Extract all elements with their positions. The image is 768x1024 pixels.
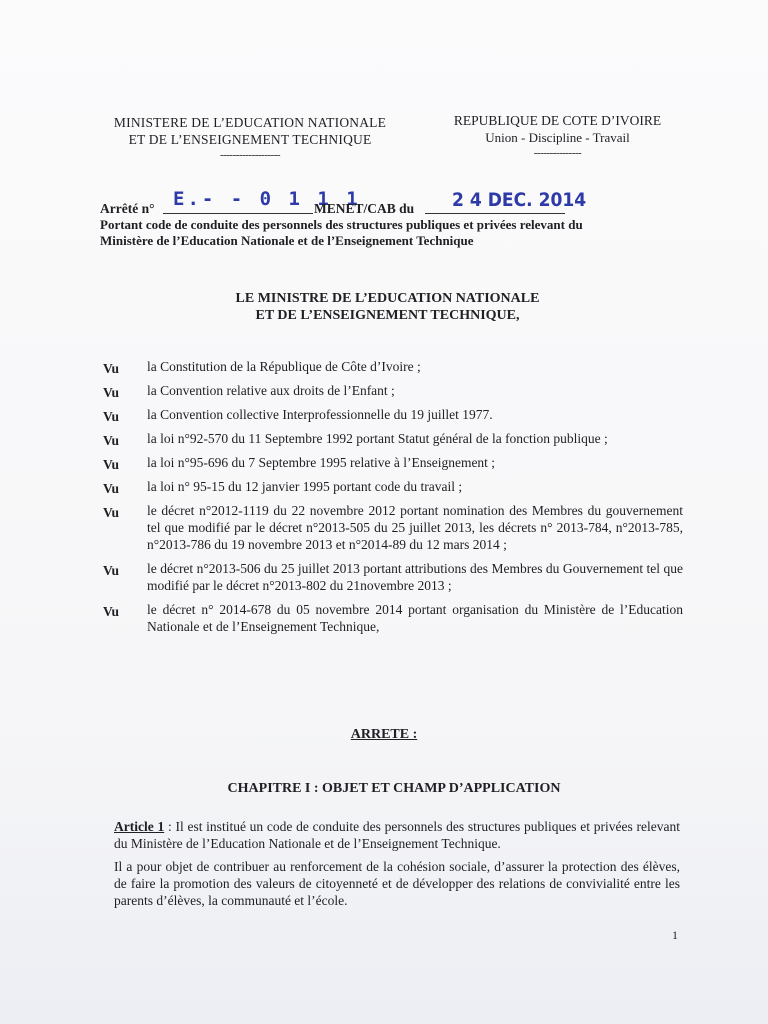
stamped-decree-number: E.- - 0 1 1 1	[173, 188, 361, 210]
minister-title	[100, 290, 675, 324]
page-number: 1	[672, 928, 678, 942]
article-1-label: Article 1	[114, 819, 165, 834]
minister-title-line1: LE MINISTRE DE L’EDUCATION NATIONALE	[235, 291, 540, 306]
ministry-name-line2: ET DE L’ENSEIGNEMENT TECHNIQUE	[128, 132, 372, 147]
article-1	[114, 818, 680, 852]
visa-item	[103, 406, 683, 423]
visa-label: Vu	[103, 457, 120, 472]
republic-separator: ---------------	[533, 147, 582, 159]
decree-subject-line2: Ministère de l’Education Nationale et de l’Enseignement Technique	[100, 233, 474, 248]
decree-reference: MENET/CAB du	[314, 201, 415, 216]
minister-title-line2: ET DE L’ENSEIGNEMENT TECHNIQUE,	[255, 308, 520, 323]
chapter-heading: CHAPITRE I : OBJET ET CHAMP D’APPLICATION	[227, 781, 561, 796]
visa-label: Vu	[103, 361, 120, 376]
visa-item	[103, 358, 683, 375]
visa-label: Vu	[103, 505, 120, 520]
visa-text: le décret n°2013-506 du 25 juillet 2013 portant attributions des Membres du Gouvernement tel que modifié par le décret n°2013-802 du 21novembre 2013 ;	[147, 561, 683, 593]
visa-text: le décret n° 2014-678 du 05 novembre 2014 portant organisation du Ministère de l’Education Nationale et de l’Enseignement Technique,	[147, 602, 683, 634]
decree-prefix: Arrêté n°	[100, 201, 155, 216]
visa-list	[103, 358, 683, 635]
decree-subject	[100, 217, 690, 249]
visa-item	[103, 560, 683, 594]
visa-text: la loi n°92-570 du 11 Septembre 1992 portant Statut général de la fonction publique ;	[147, 431, 608, 446]
visa-item	[103, 502, 683, 553]
visa-item	[103, 478, 683, 495]
visa-label: Vu	[103, 385, 120, 400]
visa-label: Vu	[103, 604, 120, 619]
article-1-text: : Il est institué un code de conduite des personnels des structures publiques et privées relevant du Ministère de l’Education Nationale et de l’Enseignement Technique.	[114, 819, 680, 851]
decree-number-blank	[163, 213, 313, 214]
visa-label: Vu	[103, 481, 120, 496]
arrete-heading-text: ARRETE :	[350, 727, 418, 742]
republic-header	[435, 112, 680, 160]
ministry-name-line1: MINISTERE DE L’EDUCATION NATIONALE	[113, 115, 387, 130]
visa-label: Vu	[103, 409, 120, 424]
visa-item	[103, 430, 683, 447]
visa-text: la Constitution de la République de Côte d’Ivoire ;	[147, 359, 421, 374]
visa-label: Vu	[103, 563, 120, 578]
republic-motto: Union - Discipline - Travail	[485, 130, 630, 145]
decree-subject-line1: Portant code de conduite des personnels des structures publiques et privées relevant du	[100, 217, 583, 232]
decree-number-line	[100, 186, 700, 218]
ministry-separator: -------------------	[219, 149, 281, 161]
visa-item	[103, 454, 683, 471]
visa-text: la loi n° 95-15 du 12 janvier 1995 portant code du travail ;	[147, 479, 463, 494]
ministry-header	[100, 114, 400, 162]
stamped-decree-date: 2 4 DEC. 2014	[452, 189, 587, 211]
visa-item	[103, 601, 683, 635]
visa-text: la Convention collective Interprofessionnelle du 19 juillet 1977.	[147, 407, 493, 422]
republic-name: REPUBLIQUE DE COTE D’IVOIRE	[453, 113, 662, 128]
visa-text: la Convention relative aux droits de l’Enfant ;	[147, 383, 395, 398]
visa-item	[103, 382, 683, 399]
visa-text: la loi n°95-696 du 7 Septembre 1995 relative à l’Enseignement ;	[147, 455, 496, 470]
article-1-paragraph-2: Il a pour objet de contribuer au renforcement de la cohésion sociale, d’assurer la protection des élèves, de faire la promotion des valeurs de citoyenneté et de développer des relations de convivialité entre les parents d’élèves, la communauté et l’école.	[114, 859, 680, 908]
arrete-heading	[0, 727, 768, 743]
visa-text: le décret n°2012-1119 du 22 novembre 2012 portant nomination des Membres du gouvernement tel que modifié par le décret n°2013-505 du 25 juillet 2013, les décrets n° 2013-784, n°2013-785, n°2013-786 du 19 novembre 2013 et n°2014-89 du 12 mars 2014 ;	[147, 503, 683, 552]
decree-date-blank	[425, 213, 565, 214]
visa-label: Vu	[103, 433, 120, 448]
